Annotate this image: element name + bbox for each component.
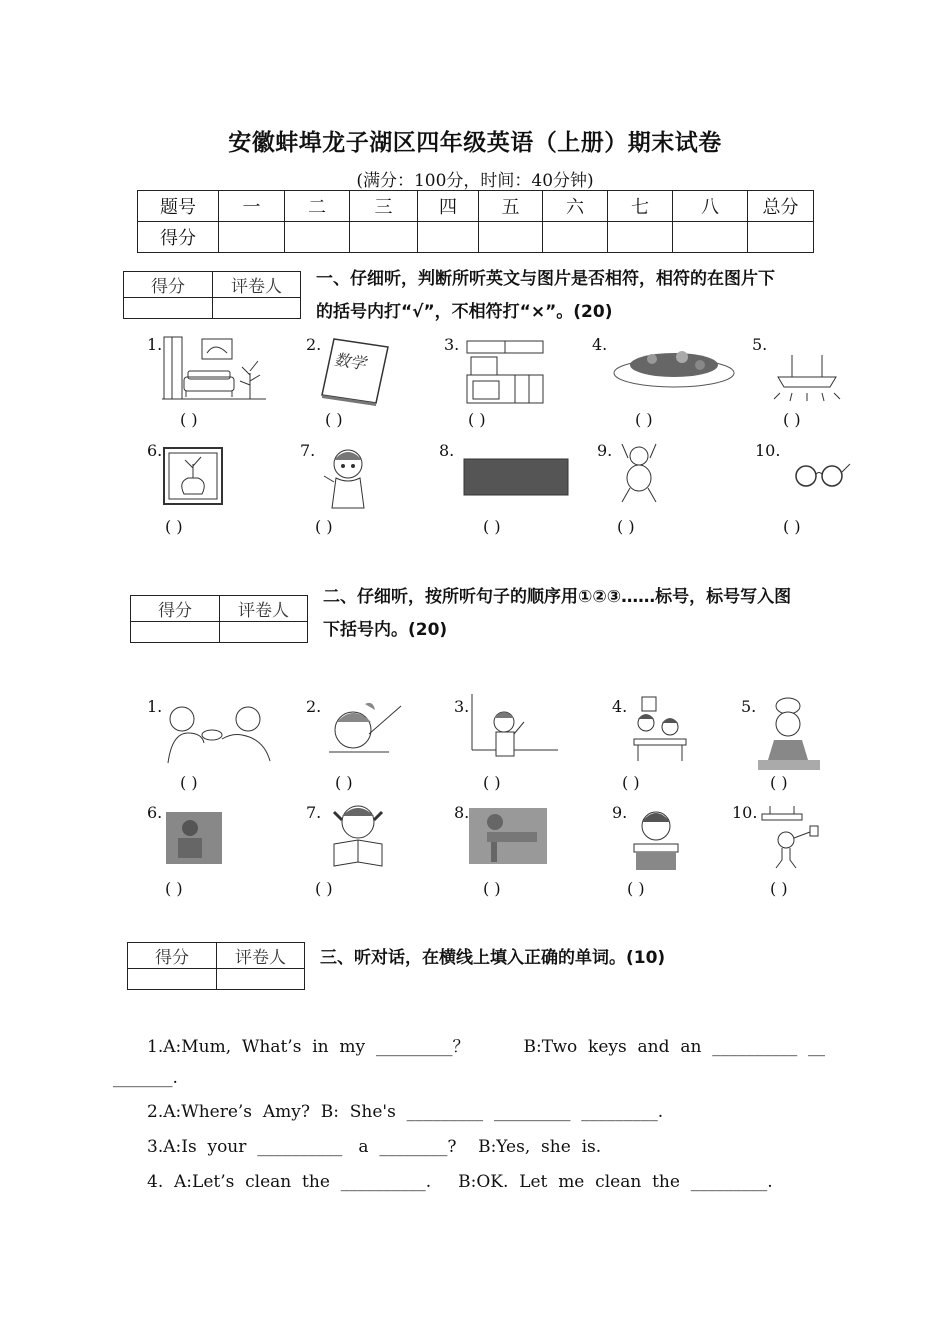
question-2[interactable]: 2.A:Where’s Amy? B: She's _________ _________ _________. [147,1102,664,1122]
grader-score-cell[interactable] [131,622,220,643]
score-table-header: 题号 [138,191,219,222]
s1-item-number: 8. [439,441,455,460]
score-cell[interactable] [479,222,543,253]
boy-exercising-picture [614,442,664,506]
s1-answer-paren[interactable]: ( ) [180,410,198,429]
s1-answer-paren[interactable]: ( ) [468,410,486,429]
score-table [137,190,814,253]
grader-marker-cell[interactable] [213,298,301,319]
grader-score-label: 得分 [124,272,213,298]
question-1-line2[interactable]: _______. [113,1068,178,1088]
s2-answer-paren[interactable]: ( ) [770,879,788,898]
section1-instruction-line2: 的括号内打“√”，不相符打“×”。(20) [316,302,613,322]
grader-marker-label: 评卷人 [217,943,305,969]
ceiling-light-picture [772,355,842,407]
s2-answer-paren[interactable]: ( ) [180,773,198,792]
s2-answer-paren[interactable]: ( ) [165,879,183,898]
photo-boy-desk-picture [469,808,547,864]
grader-score-label: 得分 [131,596,220,622]
s2-item-number: 9. [612,803,628,822]
s1-item-number: 7. [300,441,316,460]
boy-turning-on-light-picture [760,806,822,870]
exam-info: (满分：100分，时间：40分钟) [356,171,594,191]
score-table-header: 一 [219,191,285,222]
score-table-header: 八 [673,191,748,222]
s1-answer-paren[interactable]: ( ) [325,410,343,429]
s1-item-number: 10. [755,441,781,460]
s2-answer-paren[interactable]: ( ) [770,773,788,792]
s1-answer-paren[interactable]: ( ) [165,517,183,536]
section3-instruction: 三、听对话，在横线上填入正确的单词。(10) [320,948,666,968]
s1-item-number: 6. [147,441,163,460]
score-table-header: 七 [608,191,673,222]
salad-plate-picture [612,345,736,391]
s2-item-number: 7. [306,803,322,822]
section2-instruction [323,581,791,647]
s2-answer-paren[interactable]: ( ) [335,773,353,792]
s1-answer-paren[interactable]: ( ) [783,410,801,429]
score-row-label: 得分 [138,222,219,253]
score-cell[interactable] [543,222,608,253]
question-1-line1[interactable]: 1.A:Mum, What’s in my _________？ B:Two keys and an __________ __ [147,1037,826,1057]
s1-item-number: 1. [147,335,163,354]
score-cell[interactable] [608,222,673,253]
s2-answer-paren[interactable]: ( ) [315,879,333,898]
grader-marker-label: 评卷人 [220,596,308,622]
score-cell[interactable] [219,222,285,253]
grader-score-cell[interactable] [128,969,217,990]
score-cell[interactable] [748,222,814,253]
grader-box [130,595,308,643]
page-title: 安徽蚌埠龙子湖区四年级英语（上册）期末试卷 [228,130,722,156]
score-table-header: 总分 [748,191,814,222]
boys-sharing-bowl-picture [162,703,288,765]
score-cell[interactable] [350,222,418,253]
s2-item-number: 1. [147,697,163,716]
score-table-header: 六 [543,191,608,222]
section2-instruction-line1: 二、仔细听，按所听句子的顺序用①②③……标号，标号写入图 [323,587,792,607]
grader-score-label: 得分 [128,943,217,969]
s2-item-number: 5. [741,697,757,716]
chef-cooking-picture [756,696,822,776]
s1-item-number: 2. [306,335,322,354]
kitchen-picture [465,335,545,405]
children-at-desk-picture [630,695,690,763]
grader-box [127,942,305,990]
s2-answer-paren[interactable]: ( ) [627,879,645,898]
s2-item-number: 2. [306,697,322,716]
s2-item-number: 10. [732,803,758,822]
s2-answer-paren[interactable]: ( ) [622,773,640,792]
girl-at-blackboard-picture [470,694,560,760]
s1-item-number: 3. [444,335,460,354]
s1-answer-paren[interactable]: ( ) [783,517,801,536]
question-3[interactable]: 3.A:Is your __________ a ________? B:Yes, she is. [147,1137,602,1157]
s1-item-number: 5. [752,335,768,354]
s1-item-number: 9. [597,441,613,460]
glasses-picture [792,460,852,490]
score-table-header: 四 [418,191,479,222]
girl-reading-picture [320,800,396,870]
score-cell[interactable] [418,222,479,253]
framed-vase-picture [162,446,224,506]
score-table-header: 五 [479,191,543,222]
math-book-picture [320,337,390,405]
book-title-text: 数学 [332,349,368,374]
boy-eating-picture [628,808,684,872]
s2-item-number: 8. [454,803,470,822]
s1-answer-paren[interactable]: ( ) [617,517,635,536]
s2-item-number: 6. [147,803,163,822]
girl-waving-picture [320,446,372,512]
score-cell[interactable] [285,222,350,253]
grader-marker-cell[interactable] [217,969,305,990]
s2-answer-paren[interactable]: ( ) [483,773,501,792]
living-room-picture [162,335,267,403]
score-table-header: 二 [285,191,350,222]
s1-answer-paren[interactable]: ( ) [635,410,653,429]
s2-item-number: 4. [612,697,628,716]
blackboard-picture [463,458,569,498]
grader-marker-cell[interactable] [220,622,308,643]
s2-answer-paren[interactable]: ( ) [483,879,501,898]
s1-answer-paren[interactable]: ( ) [315,517,333,536]
grader-box [123,271,301,319]
score-cell[interactable] [673,222,748,253]
section1-instruction [316,263,775,329]
s1-item-number: 4. [592,335,608,354]
grader-marker-label: 评卷人 [213,272,301,298]
section1-instruction-line1: 一、仔细听，判断所听英文与图片是否相符，相符的在图片下 [316,269,775,289]
grader-score-cell[interactable] [124,298,213,319]
photo-girl-picture [166,812,222,864]
s2-item-number: 3. [454,697,470,716]
s1-answer-paren[interactable]: ( ) [483,517,501,536]
question-4[interactable]: 4. A:Let’s clean the __________. B:OK. Let me clean the _________. [147,1172,773,1192]
score-table-header: 三 [350,191,418,222]
section2-instruction-line2: 下括号内。(20) [323,620,448,640]
girl-lying-picture [325,700,405,760]
